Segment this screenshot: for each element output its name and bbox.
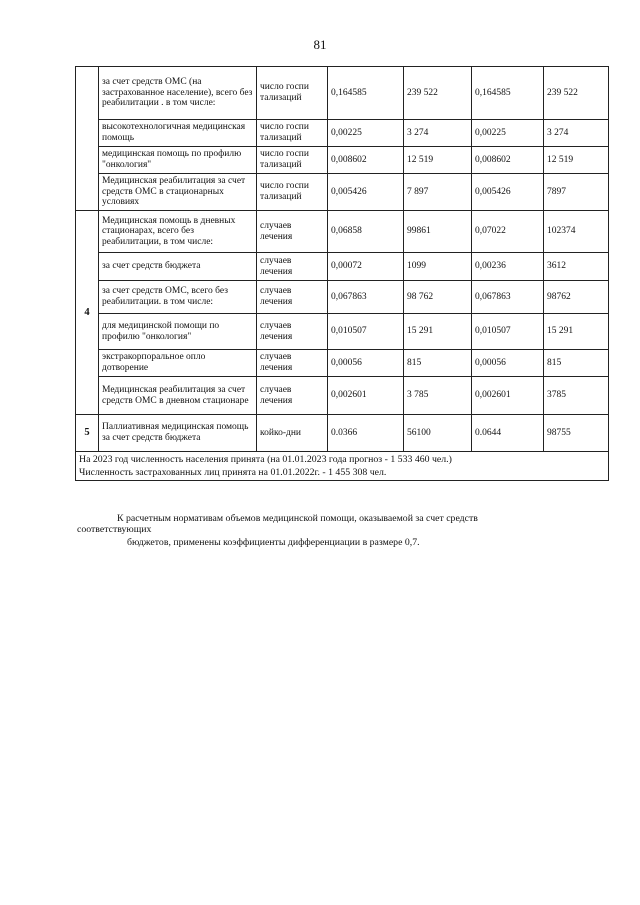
row-unit: случаев лечения — [257, 253, 328, 281]
volumes-table — [75, 66, 609, 481]
row-value-4: 98755 — [544, 415, 609, 452]
row-name: медицинская помощь по профилю "онкология" — [99, 147, 257, 174]
row-value-3: 0,00225 — [472, 120, 544, 147]
paragraph-line-3: бюджетов, применены коэффициенты дифференциации в размере 0,7. — [127, 537, 420, 548]
row-name: Медицинская реабилитация за счет средств ОМС в стационарных условиях — [99, 174, 257, 211]
row-number — [76, 67, 99, 211]
row-name: Медицинская помощь в дневных стационарах, всего без реабилитации, в том числе: — [99, 211, 257, 253]
table-row — [76, 415, 609, 452]
row-unit: число госпи тализаций — [257, 147, 328, 174]
row-value-2: 7 897 — [404, 174, 472, 211]
row-value-1: 0,00225 — [328, 120, 404, 147]
row-value-4: 15 291 — [544, 314, 609, 350]
row-value-2: 98 762 — [404, 281, 472, 314]
row-unit: случаев лечения — [257, 350, 328, 377]
table-row — [76, 314, 609, 350]
row-unit: случаев лечения — [257, 281, 328, 314]
row-value-2: 815 — [404, 350, 472, 377]
row-value-2: 3 785 — [404, 377, 472, 415]
row-name: экстракорпоральное опло дотворение — [99, 350, 257, 377]
row-name: для медицинской помощи по профилю "онкология" — [99, 314, 257, 350]
row-value-3: 0,067863 — [472, 281, 544, 314]
row-unit: койко-дни — [257, 415, 328, 452]
row-value-4: 3 274 — [544, 120, 609, 147]
row-value-1: 0.0366 — [328, 415, 404, 452]
row-value-4: 3785 — [544, 377, 609, 415]
row-name: Паллиативная медицинская помощь за счет средств бюджета — [99, 415, 257, 452]
row-value-1: 0,00072 — [328, 253, 404, 281]
row-unit: случаев лечения — [257, 377, 328, 415]
row-value-3: 0,07022 — [472, 211, 544, 253]
row-value-2: 56100 — [404, 415, 472, 452]
row-value-1: 0,010507 — [328, 314, 404, 350]
table-row — [76, 350, 609, 377]
row-unit: число госпи тализаций — [257, 120, 328, 147]
row-value-3: 0,005426 — [472, 174, 544, 211]
row-value-3: 0,010507 — [472, 314, 544, 350]
row-value-1: 0,164585 — [328, 67, 404, 120]
row-value-4: 3612 — [544, 253, 609, 281]
row-unit: число госпи тализаций — [257, 174, 328, 211]
row-value-4: 102374 — [544, 211, 609, 253]
row-value-2: 3 274 — [404, 120, 472, 147]
row-value-4: 98762 — [544, 281, 609, 314]
row-unit: случаев лечения — [257, 211, 328, 253]
row-value-2: 12 519 — [404, 147, 472, 174]
row-value-2: 15 291 — [404, 314, 472, 350]
row-value-1: 0,00056 — [328, 350, 404, 377]
page-number: 81 — [313, 37, 327, 52]
row-value-4: 12 519 — [544, 147, 609, 174]
table-row — [76, 281, 609, 314]
row-value-3: 0,002601 — [472, 377, 544, 415]
table-row — [76, 67, 609, 120]
table-row — [76, 211, 609, 253]
row-value-1: 0,067863 — [328, 281, 404, 314]
table-row — [76, 120, 609, 147]
row-name: за счет средств ОМС (на застрахованное население), всего без реабилитации . в том числе: — [99, 67, 257, 120]
insured-note: Численность застрахованных лиц принята на 01.01.2022г. - 1 455 308 чел. — [79, 467, 387, 479]
row-value-2: 239 522 — [404, 67, 472, 120]
paragraph-line-1: К расчетным нормативам объемов медицинской помощи, оказываемой за счет средств — [117, 513, 478, 524]
table-row — [76, 147, 609, 174]
row-number: 4 — [76, 211, 99, 415]
row-value-3: 0.0644 — [472, 415, 544, 452]
row-number: 5 — [76, 415, 99, 452]
row-value-3: 0,164585 — [472, 67, 544, 120]
paragraph-line-2: соответствующих — [77, 524, 152, 535]
row-unit: число госпи тализаций — [257, 67, 328, 120]
row-unit: случаев лечения — [257, 314, 328, 350]
row-value-1: 0,008602 — [328, 147, 404, 174]
row-value-4: 239 522 — [544, 67, 609, 120]
row-value-4: 815 — [544, 350, 609, 377]
table-row — [76, 174, 609, 211]
row-name: высокотехнологичная медицинская помощь — [99, 120, 257, 147]
note-row — [76, 452, 609, 481]
row-value-2: 1099 — [404, 253, 472, 281]
row-name: Медицинская реабилитация за счет средств ОМС в дневном стационаре — [99, 377, 257, 415]
row-value-3: 0,00236 — [472, 253, 544, 281]
population-note: На 2023 год численность населения принята (на 01.01.2023 года прогноз - 1 533 460 чел.) — [79, 454, 452, 465]
table-row — [76, 253, 609, 281]
row-value-2: 99861 — [404, 211, 472, 253]
row-name: за счет средств бюджета — [99, 253, 257, 281]
row-value-4: 7897 — [544, 174, 609, 211]
row-value-3: 0,008602 — [472, 147, 544, 174]
row-name: за счет средств ОМС, всего без реабилитации. в том числе: — [99, 281, 257, 314]
table-row — [76, 377, 609, 415]
row-value-1: 0,005426 — [328, 174, 404, 211]
row-value-1: 0,002601 — [328, 377, 404, 415]
row-value-3: 0,00056 — [472, 350, 544, 377]
table-note — [76, 452, 609, 481]
row-value-1: 0,06858 — [328, 211, 404, 253]
